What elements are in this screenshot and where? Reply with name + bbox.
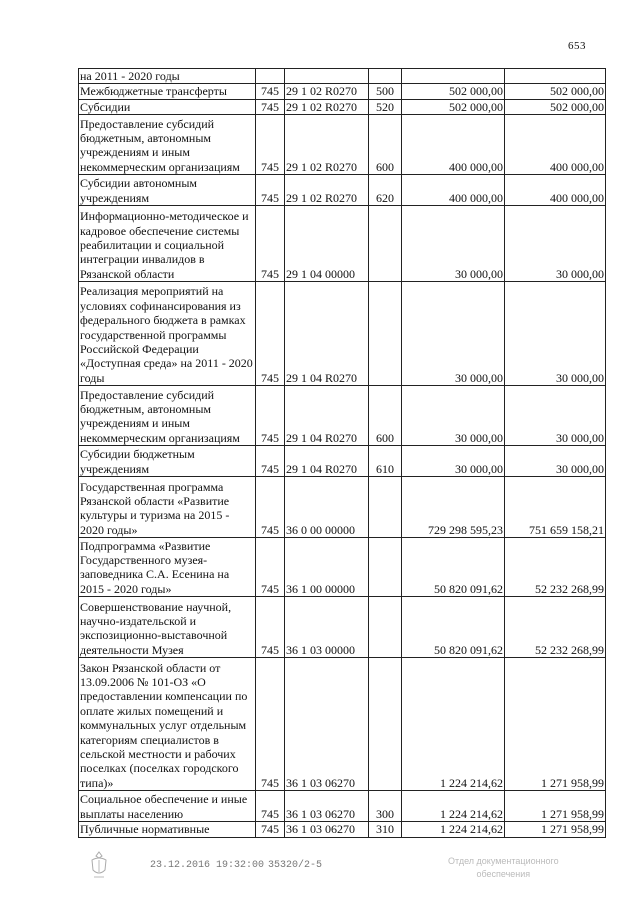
cell-target-article: 29 1 04 R0270 [285,386,369,446]
cell-amount-2: 1 271 958,99 [505,822,606,837]
cell-expense-type: 600 [369,386,402,446]
cell-target-article: 36 1 03 06270 [285,658,369,791]
cell-target-article: 29 1 02 R0270 [285,175,369,206]
cell-department-code: 745 [256,99,285,114]
cell-amount-2: 30 000,00 [505,282,606,386]
cell-department-code: 745 [256,597,285,658]
cell-expense-type: 310 [369,822,402,837]
cell-expense-type: 600 [369,115,402,175]
cell-amount-2: 30 000,00 [505,386,606,446]
cell-name: Социальное обеспечение и иные выплаты населению [79,791,256,822]
table-row [79,597,606,658]
cell-name: Информационно-методическое и кадровое обеспечение системы реабилитации и социальной интеграции инвалидов в Рязанской области [79,206,256,282]
cell-target-article: 29 1 02 R0270 [285,115,369,175]
stamp-line-1: Отдел документационного [448,856,559,866]
cell-amount-1 [402,69,505,84]
cell-target-article: 29 1 04 00000 [285,206,369,282]
cell-amount-1: 30 000,00 [402,282,505,386]
emblem-icon [88,850,110,880]
cell-name: Субсидии автономным учреждениям [79,175,256,206]
cell-target-article: 36 0 00 00000 [285,477,369,538]
cell-amount-2: 52 232 268,99 [505,597,606,658]
cell-amount-2: 52 232 268,99 [505,538,606,597]
cell-amount-1: 400 000,00 [402,175,505,206]
cell-department-code: 745 [256,791,285,822]
table-row [79,282,606,386]
cell-target-article [285,69,369,84]
cell-name: Подпрограмма «Развитие Государственного музея-заповедника С.А. Есенина на 2015 - 2020 годы» [79,538,256,597]
cell-target-article: 36 1 03 00000 [285,597,369,658]
cell-amount-1: 502 000,00 [402,84,505,99]
cell-department-code [256,69,285,84]
cell-amount-1: 50 820 091,62 [402,538,505,597]
footer-datetime: 23.12.2016 19:32:00 [150,860,265,871]
table-row [79,115,606,175]
cell-department-code: 745 [256,206,285,282]
cell-name: Субсидии бюджетным учреждениям [79,446,256,477]
cell-name: Реализация мероприятий на условиях софинансирования из федерального бюджета в рамках государственной программы Российской Федерации «Доступная среда» на 2011 - 2020 годы [79,282,256,386]
cell-name: Субсидии [79,99,256,114]
table-row [79,175,606,206]
cell-amount-1: 1 224 214,62 [402,658,505,791]
cell-expense-type [369,206,402,282]
cell-amount-1: 30 000,00 [402,206,505,282]
table-row [79,791,606,822]
cell-expense-type [369,282,402,386]
table-row [79,84,606,99]
cell-amount-1: 30 000,00 [402,446,505,477]
cell-expense-type [369,477,402,538]
cell-target-article: 29 1 04 R0270 [285,446,369,477]
cell-department-code: 745 [256,115,285,175]
cell-amount-1: 400 000,00 [402,115,505,175]
cell-amount-1: 30 000,00 [402,386,505,446]
cell-expense-type: 300 [369,791,402,822]
cell-expense-type [369,538,402,597]
office-stamp [448,855,559,881]
cell-department-code: 745 [256,446,285,477]
table-row [79,446,606,477]
cell-expense-type: 610 [369,446,402,477]
cell-amount-1: 50 820 091,62 [402,597,505,658]
cell-amount-1: 502 000,00 [402,99,505,114]
cell-name: Межбюджетные трансферты [79,84,256,99]
cell-amount-2: 502 000,00 [505,84,606,99]
table-row [79,386,606,446]
cell-department-code: 745 [256,386,285,446]
table-row [79,99,606,114]
cell-amount-2 [505,69,606,84]
table-row [79,538,606,597]
cell-department-code: 745 [256,538,285,597]
budget-table [78,68,606,838]
budget-table-body [79,69,606,838]
cell-department-code: 745 [256,658,285,791]
cell-name: Закон Рязанской области от 13.09.2006 № 101-ОЗ «О предоставлении компенсации по оплате жилых помещений и коммунальных услуг отдельным категориям специалистов в сельской местности и рабочих поселках (поселках городского типа)» [79,658,256,791]
cell-amount-2: 1 271 958,99 [505,658,606,791]
footer-document-code: 35320/2-5 [268,860,323,871]
stamp-line-2: обеспечения [476,869,531,879]
cell-amount-2: 30 000,00 [505,206,606,282]
cell-name: Предоставление субсидий бюджетным, автономным учреждениям и иным некоммерческим организациям [79,386,256,446]
table-row [79,69,606,84]
cell-name: на 2011 - 2020 годы [79,69,256,84]
cell-target-article: 36 1 03 06270 [285,822,369,837]
cell-amount-1: 1 224 214,62 [402,822,505,837]
cell-name: Публичные нормативные [79,822,256,837]
table-row [79,822,606,837]
cell-department-code: 745 [256,175,285,206]
cell-expense-type [369,597,402,658]
cell-expense-type: 620 [369,175,402,206]
cell-amount-2: 1 271 958,99 [505,791,606,822]
cell-department-code: 745 [256,84,285,99]
cell-amount-2: 751 659 158,21 [505,477,606,538]
cell-department-code: 745 [256,822,285,837]
cell-target-article: 36 1 03 06270 [285,791,369,822]
cell-target-article: 29 1 02 R0270 [285,99,369,114]
cell-amount-2: 400 000,00 [505,175,606,206]
cell-expense-type: 520 [369,99,402,114]
table-row [79,477,606,538]
cell-target-article: 29 1 02 R0270 [285,84,369,99]
cell-amount-2: 30 000,00 [505,446,606,477]
cell-target-article: 36 1 00 00000 [285,538,369,597]
cell-expense-type: 500 [369,84,402,99]
cell-expense-type [369,658,402,791]
cell-name: Совершенствование научной, научно-издательской и экспозиционно-выставочной деятельности Музея [79,597,256,658]
table-row [79,206,606,282]
cell-name: Предоставление субсидий бюджетным, автономным учреждениям и иным некоммерческим организациям [79,115,256,175]
cell-expense-type [369,69,402,84]
page-number: 653 [568,40,586,52]
cell-department-code: 745 [256,477,285,538]
cell-department-code: 745 [256,282,285,386]
cell-amount-2: 400 000,00 [505,115,606,175]
cell-name: Государственная программа Рязанской области «Развитие культуры и туризма на 2015 - 2020 годы» [79,477,256,538]
cell-amount-2: 502 000,00 [505,99,606,114]
table-row [79,658,606,791]
cell-amount-1: 729 298 595,23 [402,477,505,538]
cell-amount-1: 1 224 214,62 [402,791,505,822]
cell-target-article: 29 1 04 R0270 [285,282,369,386]
